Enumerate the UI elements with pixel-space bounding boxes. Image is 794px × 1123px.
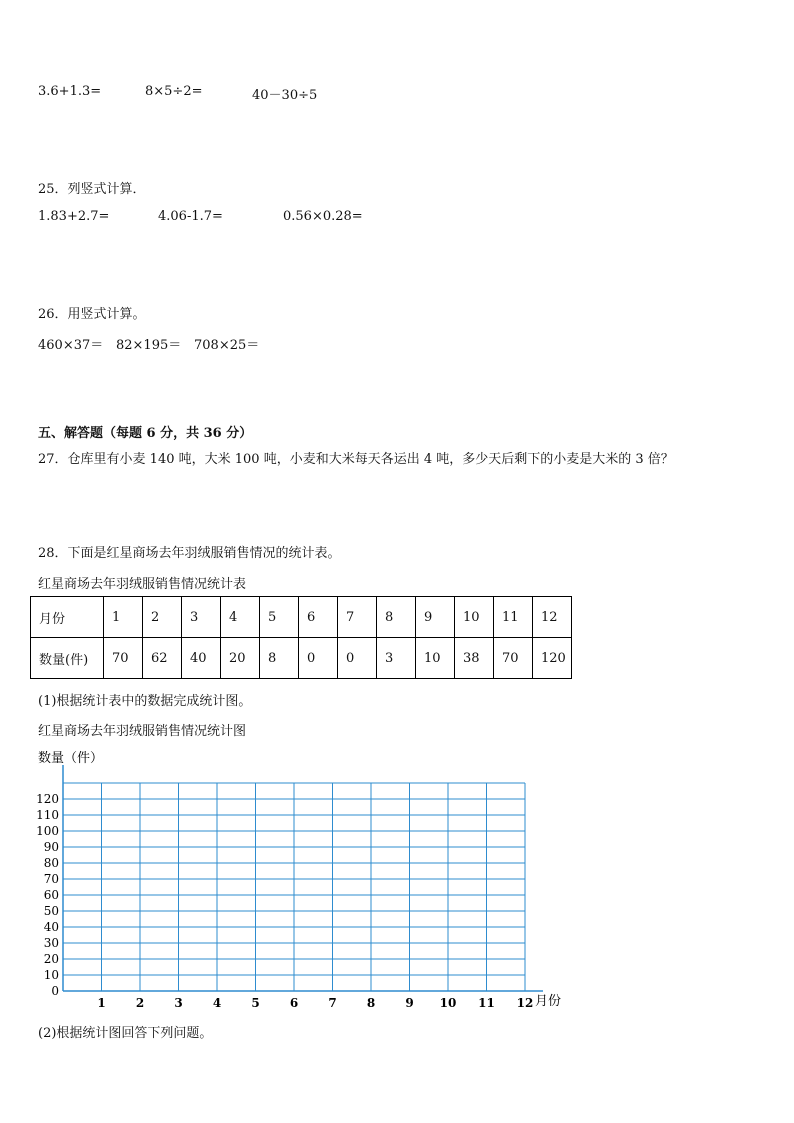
y-tick-label: 0	[51, 984, 59, 998]
x-tick-label: 12	[516, 996, 534, 1010]
x-tick-label: 3	[174, 996, 183, 1010]
line-chart-grid	[0, 740, 794, 1020]
y-tick-label: 120	[36, 792, 59, 806]
table-cell: 11	[494, 597, 533, 638]
q28-part1: (1)根据统计表中的数据完成统计图。	[38, 694, 252, 709]
table-header-quantity: 数量(件)	[31, 638, 104, 679]
x-tick-label: 5	[251, 996, 260, 1010]
y-tick-label: 110	[36, 808, 59, 822]
y-tick-label: 40	[43, 920, 59, 934]
chart-title: 红星商场去年羽绒服销售情况统计图	[38, 724, 247, 739]
q25-item-1: 1.83+2.7=	[38, 209, 110, 224]
y-axis-label: 数量（件）	[38, 751, 104, 766]
q24-item-3: 40－30÷5	[252, 88, 318, 103]
x-tick-label: 4	[212, 996, 222, 1010]
table-header-month: 月份	[31, 597, 104, 638]
table-cell: 2	[143, 597, 182, 638]
table-cell: 38	[455, 638, 494, 679]
table-cell: 9	[416, 597, 455, 638]
table-cell: 1	[104, 597, 143, 638]
table-cell: 8	[260, 638, 299, 679]
q28-part2: (2)根据统计图回答下列问题。	[38, 1026, 213, 1041]
table-cell: 0	[299, 638, 338, 679]
x-tick-label: 10	[439, 996, 457, 1010]
y-tick-label: 20	[43, 952, 59, 966]
table-cell: 10	[455, 597, 494, 638]
x-tick-label: 6	[289, 996, 299, 1010]
q26-item-1: 460×37＝	[38, 338, 104, 353]
q27-text: 27．仓库里有小麦 140 吨，大米 100 吨，小麦和大米每天各运出 4 吨，多少天后剩下的小麦是大米的 3 倍？	[38, 452, 674, 467]
y-tick-label: 10	[43, 968, 59, 982]
table-cell: 6	[299, 597, 338, 638]
q28-text: 28．下面是红星商场去年羽绒服销售情况的统计表。	[38, 546, 341, 561]
x-axis-label: 月份	[535, 994, 562, 1009]
sales-table	[30, 596, 572, 679]
q26-item-2: 82×195＝	[116, 338, 182, 353]
x-tick-label: 8	[366, 996, 376, 1010]
table-row-months	[31, 597, 572, 638]
q25-title: 25．列竖式计算．	[38, 182, 146, 197]
x-tick-label: 11	[478, 996, 495, 1010]
y-tick-label: 70	[43, 872, 59, 886]
table-cell: 20	[221, 638, 260, 679]
table-cell: 12	[533, 597, 572, 638]
table-cell: 62	[143, 638, 182, 679]
table-cell: 8	[377, 597, 416, 638]
y-tick-label: 50	[43, 904, 59, 918]
x-tick-label: 9	[405, 996, 414, 1010]
q24-item-2: 8×5÷2=	[145, 84, 203, 99]
table-cell: 3	[377, 638, 416, 679]
table-cell: 40	[182, 638, 221, 679]
table-cell: 7	[338, 597, 377, 638]
table-title: 红星商场去年羽绒服销售情况统计表	[38, 577, 247, 592]
table-cell: 120	[533, 638, 572, 679]
y-tick-labels	[36, 792, 59, 998]
x-tick-label: 1	[97, 996, 106, 1010]
table-cell: 5	[260, 597, 299, 638]
y-tick-label: 90	[43, 840, 59, 854]
y-tick-label: 60	[43, 888, 59, 902]
table-cell: 4	[221, 597, 260, 638]
y-tick-label: 30	[43, 936, 59, 950]
table-row-quantities	[31, 638, 572, 679]
q24-item-1: 3.6+1.3=	[38, 84, 102, 99]
q26-item-3: 708×25＝	[194, 338, 260, 353]
table-cell: 0	[338, 638, 377, 679]
x-tick-labels	[97, 996, 533, 1010]
q25-item-3: 0.56×0.28=	[283, 209, 363, 224]
table-cell: 70	[494, 638, 533, 679]
x-tick-label: 2	[135, 996, 145, 1010]
table-cell: 3	[182, 597, 221, 638]
y-tick-label: 100	[36, 824, 59, 838]
q26-title: 26．用竖式计算。	[38, 307, 146, 322]
table-cell: 10	[416, 638, 455, 679]
chart-grid	[63, 783, 525, 991]
q25-item-2: 4.06-1.7=	[158, 209, 223, 224]
x-tick-label: 7	[328, 996, 337, 1010]
y-tick-label: 80	[43, 856, 59, 870]
table-cell: 70	[104, 638, 143, 679]
section-title: 五、解答题（每题 6 分，共 36 分）	[38, 426, 253, 441]
